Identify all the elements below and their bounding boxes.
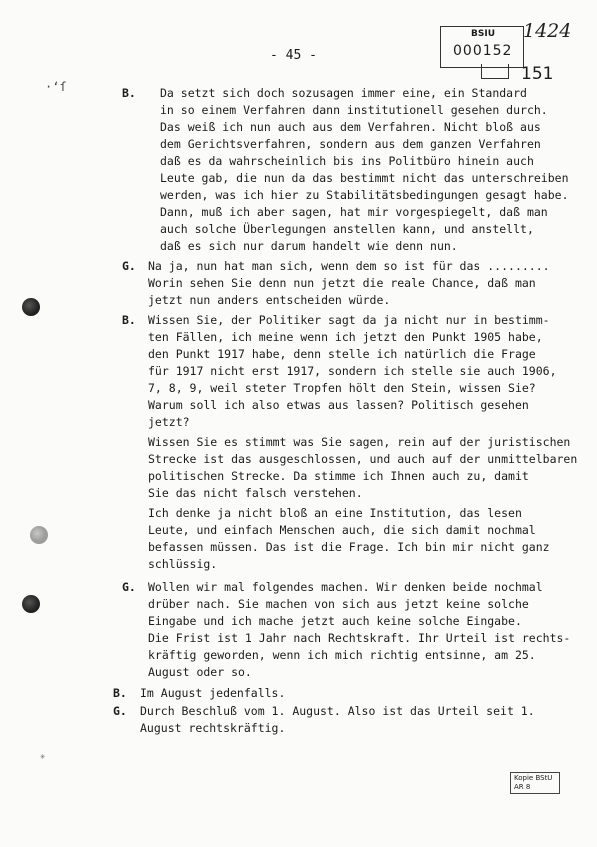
speaker-label: G. [113,704,127,718]
page-number: - 45 - [270,48,317,63]
speaker-label: G. [122,259,136,273]
speaker-label: B. [113,686,127,700]
copy-stamp-line1: Kopie BStU [514,774,553,782]
margin-speck: ✳ [40,752,46,762]
handwritten-number: 1424 [523,20,572,42]
transcript-line: Wissen Sie es stimmt was Sie sagen, rein auf der juristischen [148,435,571,449]
transcript-line: Strecke ist das ausgeschlossen, und auch auf der unmittelbaren [148,452,578,466]
transcript-line: Das weiß ich nun auch aus dem Verfahren. Nicht bloß aus [160,120,541,134]
transcript-line: Die Frist ist 1 Jahr nach Rechtskraft. Ihr Urteil ist rechts- [148,631,571,645]
transcript-line: Durch Beschluß vom 1. August. Also ist das Urteil seit 1. [140,704,535,718]
copy-stamp-line2: AR 8 [514,783,531,791]
stamp-org: BSIU [471,29,495,39]
transcript-line: Sie das nicht falsch verstehen. [148,486,363,500]
transcript-line: Dann, muß ich aber sagen, hat mir vorgespiegelt, daß man [160,205,548,219]
folio-bracket [481,64,509,79]
transcript-line: Warum soll ich also etwas aus lassen? Politisch gesehen [148,398,529,412]
transcript-line: politischen Strecke. Da stimme ich Ihnen auch zu, damit [148,469,529,483]
transcript-line: Worin sehen Sie denn nun jetzt die reale Chance, daß man [148,276,536,290]
transcript-line: für 1917 nicht erst 1917, sondern ich stelle sie auch 1906, [148,364,557,378]
transcript-line: den Punkt 1917 habe, denn stelle ich natürlich die Frage [148,347,536,361]
stamp-number: 000152 [453,43,513,59]
transcript-line: auch solche Überlegungen anstellen kann, und anstellt, [160,222,534,236]
transcript-line: Leute gab, die nun da das bestimmt nicht das unterschreiben [160,171,569,185]
transcript-line: in so einem Verfahren dann institutionell gesehen durch. [160,103,548,117]
punch-hole-top [22,298,40,316]
transcript-line: Eingabe und ich mache jetzt auch keine solche Eingabe. [148,614,522,628]
transcript-line: dem Gerichtsverfahren, sondern aus dem ganzen Verfahren [160,137,541,151]
transcript-line: August rechtskräftig. [140,721,286,735]
transcript-line: Da setzt sich doch sozusagen immer eine, ein Standard [160,86,527,100]
transcript-line: schlüssig. [148,557,218,571]
transcript-line: daß es da wahrscheinlich bis ins Politbüro hinein auch [160,154,534,168]
archive-stamp [440,26,524,68]
transcript-line: daß es sich nur darum handelt wie denn nun. [160,239,458,253]
punch-hole-middle [30,526,48,544]
folio-number: 151 [521,64,554,84]
transcript-line: Wissen Sie, der Politiker sagt da ja nicht nur in bestimm- [148,313,550,327]
transcript-line: Ich denke ja nicht bloß an eine Institution, das lesen [148,506,522,520]
transcript-line: Wollen wir mal folgendes machen. Wir denken beide nochmal [148,580,543,594]
punch-hole-bottom [22,595,40,613]
transcript-line: befassen müssen. Das ist die Frage. Ich bin mir nicht ganz [148,540,550,554]
transcript-line: drüber nach. Sie machen von sich aus jetzt keine solche [148,597,529,611]
speaker-label: B. [122,86,136,100]
transcript-line: 7, 8, 9, weil steter Tropfen hölt den Stein, wissen Sie? [148,381,536,395]
speaker-label: B. [122,313,136,327]
copy-stamp [510,772,560,794]
transcript-line: jetzt nun anders entscheiden würde. [148,293,391,307]
transcript-line: werden, was ich hier zu Stabilitätsbedingungen gesagt habe. [160,188,569,202]
transcript-line: Na ja, nun hat man sich, wenn dem so ist für das ......... [148,259,550,273]
transcript-line: jetzt? [148,415,190,429]
transcript-line: ten Fällen, ich meine wenn ich jetzt den Punkt 1905 habe, [148,330,543,344]
speaker-label: G. [122,580,136,594]
transcript-line: kräftig geworden, wenn ich mich richtig entsinne, am 25. [148,648,536,662]
margin-mark: ·‘ſ [45,80,67,94]
transcript-line: Leute, und einfach Menschen auch, die sich damit nochmal [148,523,536,537]
transcript-line: August oder so. [148,665,252,679]
transcript-line: Im August jedenfalls. [140,686,286,700]
